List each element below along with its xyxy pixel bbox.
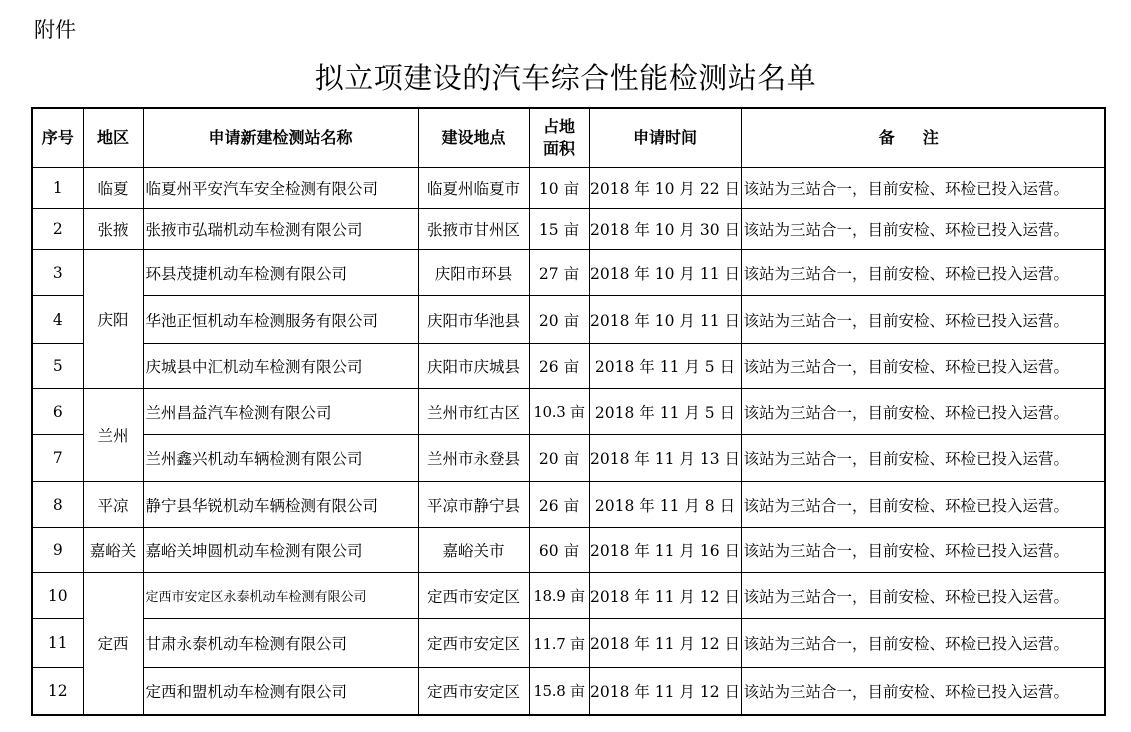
cell-time: 2018 年 11 月 8 日 (589, 482, 741, 528)
cell-seq: 4 (32, 296, 83, 344)
col-header-location: 建设地点 (418, 108, 529, 168)
cell-area: 20 亩 (529, 296, 589, 344)
cell-region: 庆阳 (83, 250, 143, 389)
cell-seq: 11 (32, 619, 83, 668)
cell-note: 该站为三站合一，目前安检、环检已投入运营。 (741, 668, 1105, 715)
cell-location: 定西市安定区 (418, 668, 529, 715)
cell-time: 2018 年 10 月 30 日 (589, 209, 741, 250)
col-header-region: 地区 (83, 108, 143, 168)
cell-note: 该站为三站合一，目前安检、环检已投入运营。 (741, 209, 1105, 250)
cell-location: 定西市安定区 (418, 573, 529, 619)
col-header-name: 申请新建检测站名称 (143, 108, 418, 168)
cell-name: 定西市安定区永泰机动车检测有限公司 (143, 573, 418, 619)
table-row (32, 344, 1105, 389)
cell-time: 2018 年 10 月 22 日 (589, 168, 741, 209)
station-table (31, 107, 1106, 716)
cell-note: 该站为三站合一，目前安检、环检已投入运营。 (741, 296, 1105, 344)
cell-note: 该站为三站合一，目前安检、环检已投入运营。 (741, 168, 1105, 209)
col-header-note: 备注 (741, 108, 1105, 168)
cell-area: 10.3 亩 (529, 389, 589, 435)
cell-area: 15.8 亩 (529, 668, 589, 715)
table-header-row (32, 108, 1105, 168)
document-title: 拟立项建设的汽车综合性能检测站名单 (314, 61, 817, 95)
table-row (32, 668, 1105, 715)
cell-time: 2018 年 11 月 16 日 (589, 528, 741, 573)
cell-location: 兰州市永登县 (418, 435, 529, 482)
cell-time: 2018 年 11 月 5 日 (589, 389, 741, 435)
table-row (32, 389, 1105, 435)
cell-seq: 10 (32, 573, 83, 619)
cell-area: 26 亩 (529, 482, 589, 528)
cell-area: 26 亩 (529, 344, 589, 389)
cell-location: 定西市安定区 (418, 619, 529, 668)
table-row (32, 250, 1105, 296)
cell-seq: 2 (32, 209, 83, 250)
cell-time: 2018 年 10 月 11 日 (589, 296, 741, 344)
cell-name: 张掖市弘瑞机动车检测有限公司 (143, 209, 418, 250)
table-row (32, 209, 1105, 250)
cell-region: 平凉 (83, 482, 143, 528)
col-header-seq: 序号 (32, 108, 83, 168)
cell-region: 张掖 (83, 209, 143, 250)
cell-location: 兰州市红古区 (418, 389, 529, 435)
cell-name: 华池正恒机动车检测服务有限公司 (143, 296, 418, 344)
cell-area: 15 亩 (529, 209, 589, 250)
cell-region: 兰州 (83, 389, 143, 482)
cell-seq: 12 (32, 668, 83, 715)
cell-time: 2018 年 11 月 13 日 (589, 435, 741, 482)
cell-seq: 1 (32, 168, 83, 209)
table-row (32, 435, 1105, 482)
table-row (32, 619, 1105, 668)
cell-name: 兰州鑫兴机动车辆检测有限公司 (143, 435, 418, 482)
table-row (32, 168, 1105, 209)
cell-time: 2018 年 11 月 12 日 (589, 619, 741, 668)
table-row (32, 573, 1105, 619)
cell-location: 平凉市静宁县 (418, 482, 529, 528)
cell-seq: 9 (32, 528, 83, 573)
cell-note: 该站为三站合一，目前安检、环检已投入运营。 (741, 344, 1105, 389)
attachment-label: 附件 (34, 18, 76, 42)
cell-note: 该站为三站合一，目前安检、环检已投入运营。 (741, 250, 1105, 296)
cell-note: 该站为三站合一，目前安检、环检已投入运营。 (741, 528, 1105, 573)
cell-region: 临夏 (83, 168, 143, 209)
cell-location: 庆阳市环县 (418, 250, 529, 296)
cell-location: 张掖市甘州区 (418, 209, 529, 250)
cell-area: 27 亩 (529, 250, 589, 296)
cell-name: 静宁县华锐机动车辆检测有限公司 (143, 482, 418, 528)
col-header-area (529, 108, 589, 168)
cell-time: 2018 年 10 月 11 日 (589, 250, 741, 296)
cell-location: 庆阳市庆城县 (418, 344, 529, 389)
cell-seq: 7 (32, 435, 83, 482)
cell-name: 定西和盟机动车检测有限公司 (143, 668, 418, 715)
cell-time: 2018 年 11 月 12 日 (589, 573, 741, 619)
cell-seq: 3 (32, 250, 83, 296)
cell-area: 11.7 亩 (529, 619, 589, 668)
cell-region: 嘉峪关 (83, 528, 143, 573)
cell-location: 嘉峪关市 (418, 528, 529, 573)
cell-area: 60 亩 (529, 528, 589, 573)
cell-name: 环县茂捷机动车检测有限公司 (143, 250, 418, 296)
cell-seq: 5 (32, 344, 83, 389)
cell-area: 10 亩 (529, 168, 589, 209)
cell-name: 庆城县中汇机动车检测有限公司 (143, 344, 418, 389)
cell-time: 2018 年 11 月 5 日 (589, 344, 741, 389)
cell-seq: 8 (32, 482, 83, 528)
cell-location: 庆阳市华池县 (418, 296, 529, 344)
cell-name: 甘肃永泰机动车检测有限公司 (143, 619, 418, 668)
cell-name: 嘉峪关坤圆机动车检测有限公司 (143, 528, 418, 573)
cell-note: 该站为三站合一，目前安检、环检已投入运营。 (741, 389, 1105, 435)
cell-note: 该站为三站合一，目前安检、环检已投入运营。 (741, 482, 1105, 528)
cell-note: 该站为三站合一，目前安检、环检已投入运营。 (741, 619, 1105, 668)
cell-seq: 6 (32, 389, 83, 435)
table-row (32, 482, 1105, 528)
cell-time: 2018 年 11 月 12 日 (589, 668, 741, 715)
col-header-time: 申请时间 (589, 108, 741, 168)
cell-note: 该站为三站合一，目前安检、环检已投入运营。 (741, 573, 1105, 619)
cell-name: 兰州昌益汽车检测有限公司 (143, 389, 418, 435)
cell-region: 定西 (83, 573, 143, 715)
cell-note: 该站为三站合一，目前安检、环检已投入运营。 (741, 435, 1105, 482)
table-row (32, 528, 1105, 573)
cell-location: 临夏州临夏市 (418, 168, 529, 209)
table-row (32, 296, 1105, 344)
cell-area: 20 亩 (529, 435, 589, 482)
cell-name: 临夏州平安汽车安全检测有限公司 (143, 168, 418, 209)
col-header-area-line1: 占地 (542, 117, 575, 136)
cell-area: 18.9 亩 (529, 573, 589, 619)
col-header-area-line2: 面积 (542, 139, 575, 158)
